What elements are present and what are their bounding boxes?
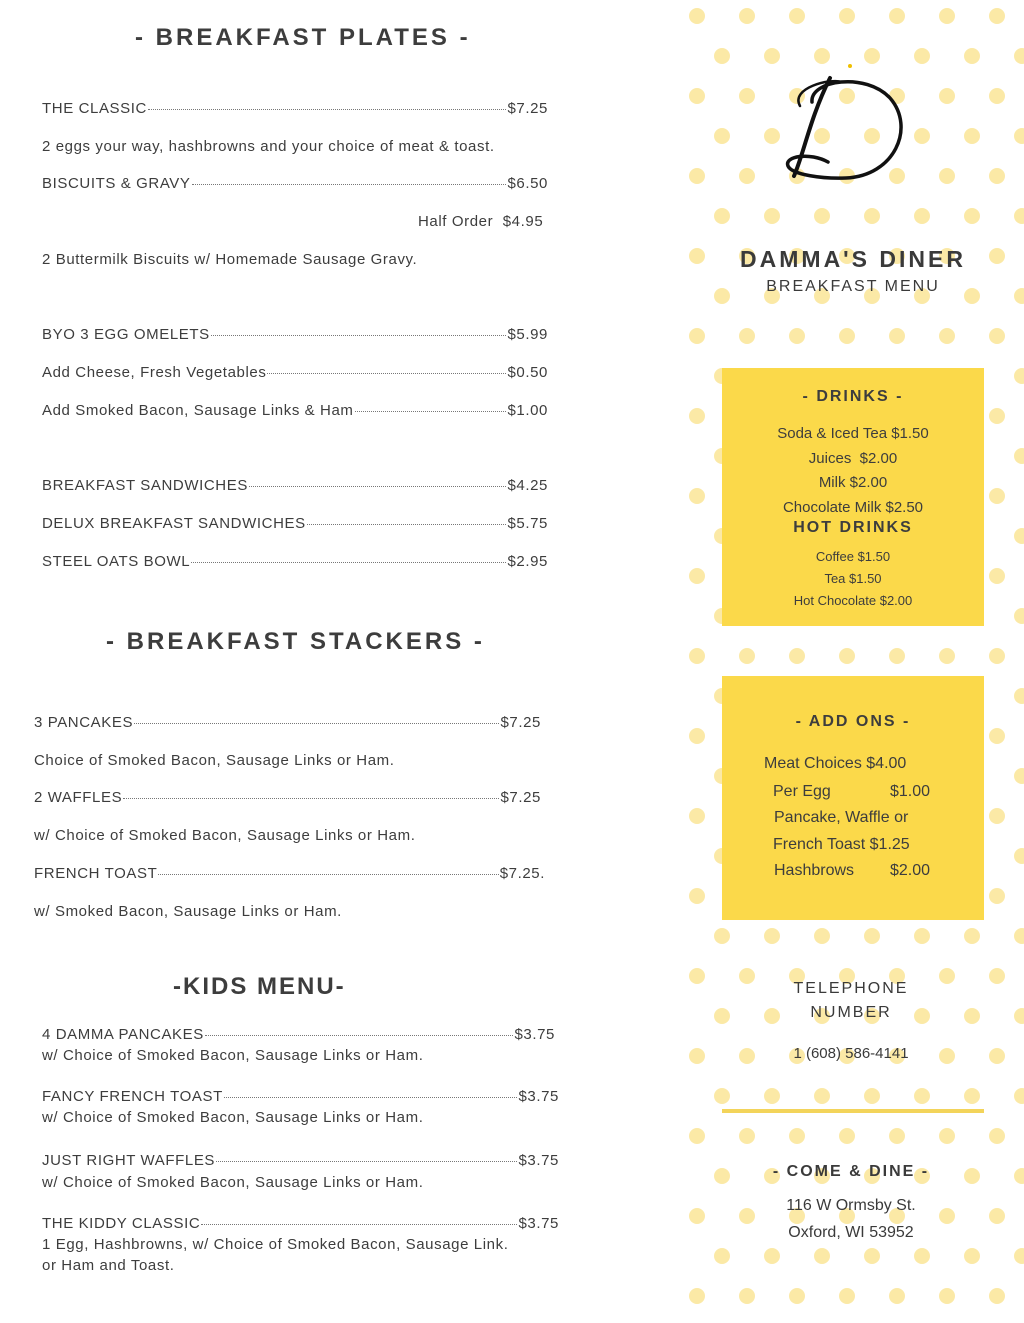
- polka-dot: [939, 168, 955, 184]
- polka-dot: [764, 208, 780, 224]
- polka-dot: [889, 648, 905, 664]
- address-line-2: Oxford, WI 53952: [788, 1224, 914, 1241]
- hot-drinks-title: HOT DRINKS: [793, 519, 913, 536]
- hot-drink-item: Coffee $1.50: [815, 549, 891, 564]
- polka-dot: [689, 888, 705, 904]
- item-price: $3.75: [518, 1215, 559, 1232]
- polka-dot: [739, 88, 755, 104]
- diner-name: DAMMA'S DINER: [740, 246, 966, 272]
- polka-dot: [789, 648, 805, 664]
- polka-dot: [989, 808, 1005, 824]
- polka-dot: [689, 168, 705, 184]
- polka-dot: [1014, 688, 1024, 704]
- polka-dot: [839, 1128, 855, 1144]
- polka-dot: [689, 328, 705, 344]
- polka-dot: [689, 8, 705, 24]
- polka-dot: [964, 128, 980, 144]
- polka-dot: [914, 928, 930, 944]
- item-price: $3.75: [514, 1026, 555, 1043]
- item-name: 3 PANCAKES: [34, 714, 134, 731]
- polka-dot: [964, 208, 980, 224]
- dot-leader: [134, 723, 499, 724]
- item-name: BREAKFAST SANDWICHES: [42, 477, 248, 494]
- polka-dot: [739, 168, 755, 184]
- polka-dot: [939, 1288, 955, 1304]
- menu-item-biscuits-gravy: [42, 175, 548, 192]
- polka-dot: [1014, 448, 1024, 464]
- polka-dot: [1014, 928, 1024, 944]
- add-on-label: Per Egg: [773, 783, 831, 800]
- item-description: Choice of Smoked Bacon, Sausage Links or Ham.: [34, 752, 395, 769]
- polka-dot: [1014, 368, 1024, 384]
- polka-dot: [689, 88, 705, 104]
- item-name: 2 WAFFLES: [34, 789, 123, 806]
- diner-subtitle: BREAKFAST MENU: [766, 278, 940, 295]
- polka-dot: [689, 808, 705, 824]
- polka-dot: [739, 648, 755, 664]
- add-on-label: Meat Choices: [764, 755, 862, 772]
- polka-dot: [689, 408, 705, 424]
- polka-dot: [989, 648, 1005, 664]
- polka-dot: [964, 928, 980, 944]
- polka-dot: [864, 928, 880, 944]
- item-name: THE KIDDY CLASSIC: [42, 1215, 201, 1232]
- add-on-row: [764, 755, 906, 773]
- polka-dot: [839, 1288, 855, 1304]
- add-on-row: [774, 809, 908, 827]
- menu-item-the-classic: [42, 100, 548, 117]
- polka-dot: [789, 328, 805, 344]
- polka-dot: [939, 8, 955, 24]
- polka-dot: [689, 1128, 705, 1144]
- item-name: Add Smoked Bacon, Sausage Links & Ham: [42, 402, 354, 419]
- kids-item-fancy-french-toast: [42, 1088, 559, 1105]
- polka-dot: [764, 928, 780, 944]
- menu-item-delux-sandwiches: [42, 515, 548, 532]
- menu-item-3-pancakes: [34, 714, 541, 731]
- polka-dot: [1014, 768, 1024, 784]
- polka-dot: [1014, 608, 1024, 624]
- dot-leader: [148, 109, 506, 110]
- polka-dot: [989, 168, 1005, 184]
- breakfast-plates-title: - BREAKFAST PLATES -: [135, 24, 471, 51]
- dot-leader: [123, 798, 499, 799]
- dot-leader: [205, 1035, 514, 1036]
- item-name: DELUX BREAKFAST SANDWICHES: [42, 515, 306, 532]
- item-description: 2 eggs your way, hashbrowns and your choice of meat & toast.: [42, 138, 495, 155]
- add-on-price: $2.00: [890, 862, 931, 879]
- polka-dot: [914, 1248, 930, 1264]
- menu-item-2-waffles: [34, 789, 541, 806]
- polka-dot: [689, 1288, 705, 1304]
- item-description: w/ Smoked Bacon, Sausage Links or Ham.: [34, 903, 342, 920]
- menu-item-french-toast: [34, 865, 545, 882]
- polka-dot: [1014, 848, 1024, 864]
- add-ons-box: [722, 676, 984, 920]
- drink-item: Milk $2.00: [818, 474, 888, 491]
- item-price: $7.25: [500, 714, 541, 731]
- polka-dot: [714, 1248, 730, 1264]
- dot-leader: [355, 411, 507, 412]
- logo-monogram-icon: [770, 58, 930, 188]
- polka-dot: [814, 1088, 830, 1104]
- item-description: 2 Buttermilk Biscuits w/ Homemade Sausage Gravy.: [42, 251, 418, 268]
- address-line-1: 116 W Ormsby St.: [786, 1197, 916, 1214]
- item-name: BYO 3 EGG OMELETS: [42, 326, 210, 343]
- item-price: $0.50: [507, 364, 548, 381]
- polka-dot: [764, 1088, 780, 1104]
- polka-dot: [989, 888, 1005, 904]
- polka-dot: [789, 1288, 805, 1304]
- hot-drink-item: Tea $1.50: [824, 571, 882, 586]
- polka-dot: [889, 1288, 905, 1304]
- item-name: STEEL OATS BOWL: [42, 553, 191, 570]
- item-description: w/ Choice of Smoked Bacon, Sausage Links or Ham.: [42, 1174, 424, 1191]
- add-on-row: [773, 783, 931, 801]
- polka-dot: [914, 1088, 930, 1104]
- polka-dot: [964, 1088, 980, 1104]
- telephone-title: TELEPHONE: [793, 980, 909, 997]
- polka-dot: [839, 648, 855, 664]
- item-price: $4.25: [507, 477, 548, 494]
- polka-dot: [939, 648, 955, 664]
- item-name: Add Cheese, Fresh Vegetables: [42, 364, 267, 381]
- polka-dot: [839, 328, 855, 344]
- dot-leader: [216, 1161, 517, 1162]
- add-on-label: French Toast: [773, 836, 866, 853]
- hot-drink-item: Hot Chocolate $2.00: [793, 593, 913, 608]
- polka-dot: [764, 1248, 780, 1264]
- add-on-row: [774, 862, 931, 880]
- come-and-dine-title: - COME & DINE -: [772, 1163, 930, 1180]
- item-price: $5.99: [507, 326, 548, 343]
- polka-dot: [889, 1128, 905, 1144]
- polka-dot: [939, 1128, 955, 1144]
- item-name: THE CLASSIC: [42, 100, 147, 117]
- kids-item-kiddy-classic: [42, 1215, 559, 1232]
- polka-dot: [814, 1248, 830, 1264]
- polka-dot: [1014, 1248, 1024, 1264]
- item-price: $3.75: [518, 1088, 559, 1105]
- logo: [770, 58, 930, 188]
- add-on-price: $4.00: [866, 755, 907, 772]
- dot-leader: [192, 184, 507, 185]
- polka-dot: [839, 8, 855, 24]
- add-on-label: Hashbrows: [774, 862, 855, 879]
- dot-leader: [307, 524, 507, 525]
- polka-dot: [1014, 128, 1024, 144]
- item-name: BISCUITS & GRAVY: [42, 175, 191, 192]
- item-price: $6.50: [507, 175, 548, 192]
- polka-dot: [914, 208, 930, 224]
- polka-dot: [989, 1288, 1005, 1304]
- telephone-title-line-2: NUMBER: [810, 1004, 892, 1021]
- divider: [722, 1109, 984, 1113]
- polka-dot: [989, 488, 1005, 504]
- polka-dot: [939, 328, 955, 344]
- dot-leader: [191, 562, 506, 563]
- item-name: FANCY FRENCH TOAST: [42, 1088, 223, 1105]
- polka-dot: [964, 48, 980, 64]
- item-description: w/ Choice of Smoked Bacon, Sausage Links or Ham.: [42, 1047, 424, 1064]
- telephone-number: 1 (608) 586-4141: [793, 1045, 909, 1062]
- polka-dot: [989, 1128, 1005, 1144]
- dot-leader: [267, 373, 506, 374]
- item-name: 4 DAMMA PANCAKES: [42, 1026, 204, 1043]
- dot-leader: [249, 486, 507, 487]
- item-description: w/ Choice of Smoked Bacon, Sausage Links or Ham.: [34, 827, 416, 844]
- polka-dot: [814, 928, 830, 944]
- add-on-row: [773, 836, 910, 854]
- drink-item: Soda & Iced Tea $1.50: [777, 425, 929, 442]
- polka-dot: [989, 568, 1005, 584]
- polka-dot: [689, 648, 705, 664]
- item-price: $2.95: [507, 553, 548, 570]
- polka-dot: [939, 88, 955, 104]
- polka-dot: [989, 728, 1005, 744]
- item-description: w/ Choice of Smoked Bacon, Sausage Links or Ham.: [42, 1109, 424, 1126]
- item-price: $3.75: [518, 1152, 559, 1169]
- polka-dot: [1014, 1088, 1024, 1104]
- add-ons-title: - ADD ONS -: [795, 713, 911, 730]
- polka-dot: [1014, 208, 1024, 224]
- item-price: $1.00: [507, 402, 548, 419]
- dot-leader: [158, 874, 498, 875]
- item-name: FRENCH TOAST: [34, 865, 158, 882]
- polka-dot: [864, 208, 880, 224]
- polka-dot: [739, 8, 755, 24]
- kids-item-damma-pancakes: [42, 1026, 555, 1043]
- item-description-continued: or Ham and Toast.: [42, 1257, 175, 1274]
- drinks-box: [722, 368, 984, 626]
- polka-dot: [889, 8, 905, 24]
- kids-item-just-right-waffles: [42, 1152, 559, 1169]
- polka-dot: [864, 1088, 880, 1104]
- drink-item: Juices $2.00: [808, 450, 898, 467]
- polka-dot: [714, 128, 730, 144]
- menu-item-add-cheese: [42, 364, 548, 381]
- polka-dot: [989, 8, 1005, 24]
- menu-item-add-meat: [42, 402, 548, 419]
- polka-dot: [1014, 48, 1024, 64]
- menu-item-breakfast-sandwiches: [42, 477, 548, 494]
- add-on-price: $1.00: [890, 783, 931, 800]
- breakfast-stackers-title: - BREAKFAST STACKERS -: [106, 628, 485, 655]
- polka-dot: [714, 208, 730, 224]
- item-price: $7.25: [500, 789, 541, 806]
- polka-dot: [1014, 528, 1024, 544]
- kids-menu-title: -KIDS MENU-: [173, 973, 346, 1000]
- polka-dot: [714, 1088, 730, 1104]
- drinks-title: - DRINKS -: [802, 388, 904, 405]
- drink-item: Chocolate Milk $2.50: [782, 499, 924, 516]
- menu-item-omelets: [42, 326, 548, 343]
- polka-dot: [689, 728, 705, 744]
- item-price: $7.25: [507, 100, 548, 117]
- item-price: $7.25.: [499, 865, 545, 882]
- polka-dot: [889, 328, 905, 344]
- half-order-price: Half Order $4.95: [418, 213, 544, 230]
- polka-dot: [739, 1128, 755, 1144]
- polka-dot: [714, 48, 730, 64]
- polka-dot: [814, 208, 830, 224]
- item-description: 1 Egg, Hashbrowns, w/ Choice of Smoked Bacon, Sausage Link.: [42, 1236, 509, 1253]
- dot-leader: [211, 335, 507, 336]
- dot-leader: [224, 1097, 518, 1098]
- polka-dot: [989, 328, 1005, 344]
- item-name: JUST RIGHT WAFFLES: [42, 1152, 216, 1169]
- polka-dot: [964, 1248, 980, 1264]
- polka-dot: [789, 1128, 805, 1144]
- item-price: $5.75: [507, 515, 548, 532]
- add-on-price: $1.25: [869, 836, 910, 853]
- polka-dot: [989, 88, 1005, 104]
- polka-dot: [739, 328, 755, 344]
- polka-dot: [739, 1288, 755, 1304]
- polka-dot: [864, 1248, 880, 1264]
- menu-item-steel-oats: [42, 553, 548, 570]
- add-on-label: Pancake, Waffle or: [774, 809, 909, 826]
- polka-dot: [689, 568, 705, 584]
- polka-dot: [689, 488, 705, 504]
- polka-dot: [989, 408, 1005, 424]
- polka-dot: [789, 8, 805, 24]
- right-panel: [682, 0, 1024, 1323]
- dot-leader: [201, 1224, 517, 1225]
- polka-dot: [714, 928, 730, 944]
